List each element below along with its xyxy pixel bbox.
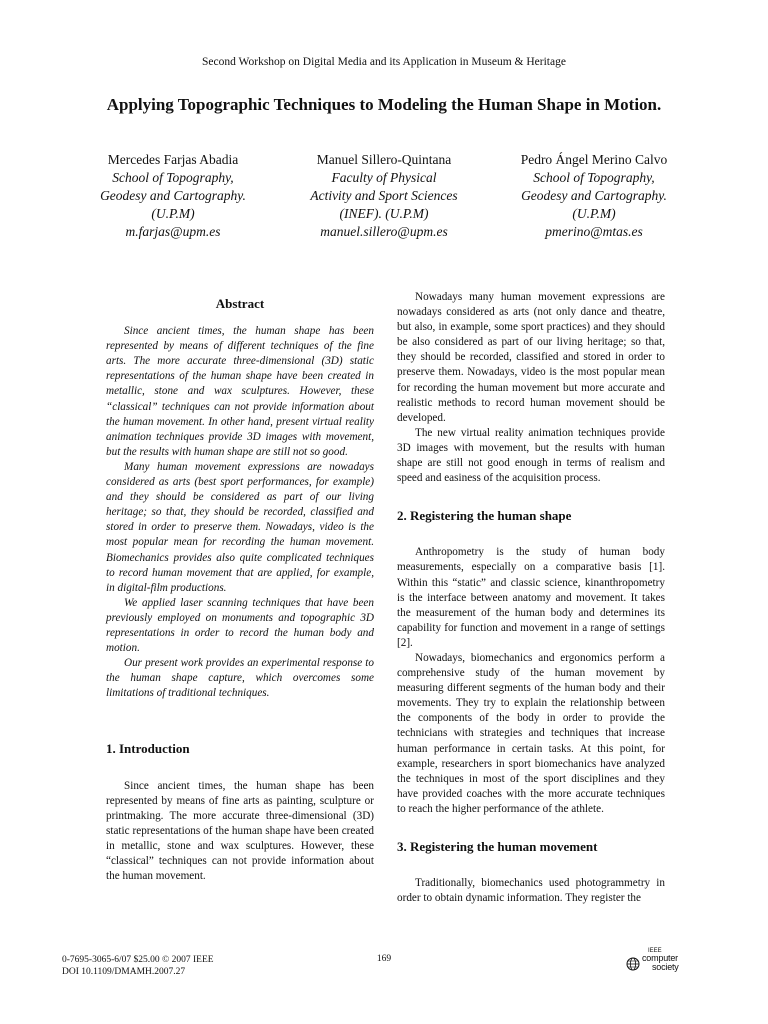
left-column	[106, 290, 374, 884]
author-email: m.farjas@upm.es	[125, 224, 221, 239]
author-affiliation: (U.P.M)	[572, 206, 616, 221]
body-paragraph: Traditionally, biomechanics used photogrammetry in order to obtain dynamic information. They register the	[397, 877, 665, 905]
globe-icon	[626, 957, 640, 971]
author-block-3	[469, 151, 719, 241]
author-affiliation: School of Topography,	[533, 170, 655, 185]
logo-line-society: society	[652, 962, 679, 972]
author-name: Manuel Sillero-Quintana	[316, 152, 452, 167]
author-affiliation: School of Topography,	[112, 170, 234, 185]
section-heading-registering-movement: 3. Registering the human movement	[397, 839, 598, 854]
author-affiliation: Faculty of Physical	[331, 170, 437, 185]
right-column	[397, 290, 665, 906]
abstract-paragraph: Our present work provides an experimental response to the human shape capture, which overcomes some limitations of traditional techniques.	[106, 657, 374, 700]
logo-ieee-text: IEEE	[648, 948, 662, 954]
footer-isbn-line: 0-7695-3065-6/07 $25.00 © 2007 IEEE	[62, 955, 214, 965]
page-number: 169	[376, 954, 392, 964]
author-affiliation: Geodesy and Cartography.	[521, 188, 667, 203]
author-affiliation: (INEF). (U.P.M)	[339, 206, 429, 221]
ieee-computer-society-logo	[626, 948, 706, 976]
section-heading-registering-shape: 2. Registering the human shape	[397, 508, 572, 524]
abstract-heading: Abstract	[215, 296, 265, 311]
body-paragraph: The new virtual reality animation techniques provide 3D images with movement, but the results with human shape are still not good enough in terms of realism and speed and easiness of the acquisition process.	[397, 426, 665, 485]
abstract-paragraph: Since ancient times, the human shape has been represented by means of different techniques of the fine arts. The more accurate three-dimensional (3D) static representations of the human shape have been created in metallic, stone and wax sculptures. However, these “classical” techniques can not provide information about the human movement. In other hand, present virtual reality animation techniques provide 3D images with movement, but the results with human shape are still not so good.	[106, 325, 374, 458]
author-name: Mercedes Farjas Abadia	[107, 152, 239, 167]
paper-title: Applying Topographic Techniques to Modeling the Human Shape in Motion.	[106, 95, 662, 114]
footer-doi-line: DOI 10.1109/DMAMH.2007.27	[62, 967, 186, 977]
body-paragraph: Nowadays many human movement expressions are nowadays considered as arts (not only dance and theatre, but also, in example, some sport practices) and they should be also considered as part of our living heritage; so that, they should be recorded, classified and stored in order to preserve them. Nowadays, video is the most popular mean for recording the human movement but more accurate and realistic methods to record human movement should be developed.	[397, 291, 665, 424]
author-affiliation: (U.P.M)	[151, 206, 195, 221]
author-affiliation: Geodesy and Cartography.	[100, 188, 246, 203]
author-affiliation: Activity and Sport Sciences	[310, 188, 458, 203]
logo-line-computer: computer	[642, 953, 678, 963]
body-paragraph: Nowadays, biomechanics and ergonomics perform a comprehensive study of the human movement by measuring different segments of the human body and their movements. They try to explain the relationship between the components of the body in order to provide the technicians with strategies and techniques that increase human performance in certain tasks. At this point, for example, researchers in sport biomechanics have analyzed the techniques in most of the sport disciplines and they have provided coaches with the more accurate techniques to reach the higher performance of the athlete.	[397, 651, 665, 815]
author-email: pmerino@mtas.es	[545, 224, 643, 239]
logo-wordmark	[642, 954, 679, 972]
author-name: Pedro Ángel Merino Calvo	[520, 152, 668, 167]
conference-header: Second Workshop on Digital Media and its Application in Museum & Heritage	[202, 56, 566, 68]
intro-paragraph: Since ancient times, the human shape has been represented by means of fine arts as painting, sculpture or printmaking. The more accurate three-dimensional (3D) static representations of the human shape have been created in metallic, stone and wax sculptures. However, these “classical” techniques can not provide information about the human movement.	[106, 779, 374, 883]
abstract-paragraph: Many human movement expressions are nowadays considered as arts (best sport performances, for example) and they should be considered as part of our living heritage; so that, they should be recorded, classified and stored in order to preserve them. Nowadays, video is the most popular mean for recording the human movement. Biomechanics provides also quite complicated techniques to record human movement that are applied, for example, in digital-film productions.	[106, 460, 374, 594]
author-email: manuel.sillero@upm.es	[320, 224, 448, 239]
abstract-paragraph: We applied laser scanning techniques that have been previously employed on monuments and topographic 3D representations in order to record the human body and motion.	[106, 596, 374, 655]
section-heading-introduction: 1. Introduction	[106, 741, 190, 757]
body-paragraph: Anthropometry is the study of human body measurements, especially on a comparative basis [1]. Within this “static” and classic science, kinanthropometry is the interface between anatomy and movement. It takes the measurement of the human body and determines its capability for function and movement in a range of settings [2].	[397, 546, 665, 649]
